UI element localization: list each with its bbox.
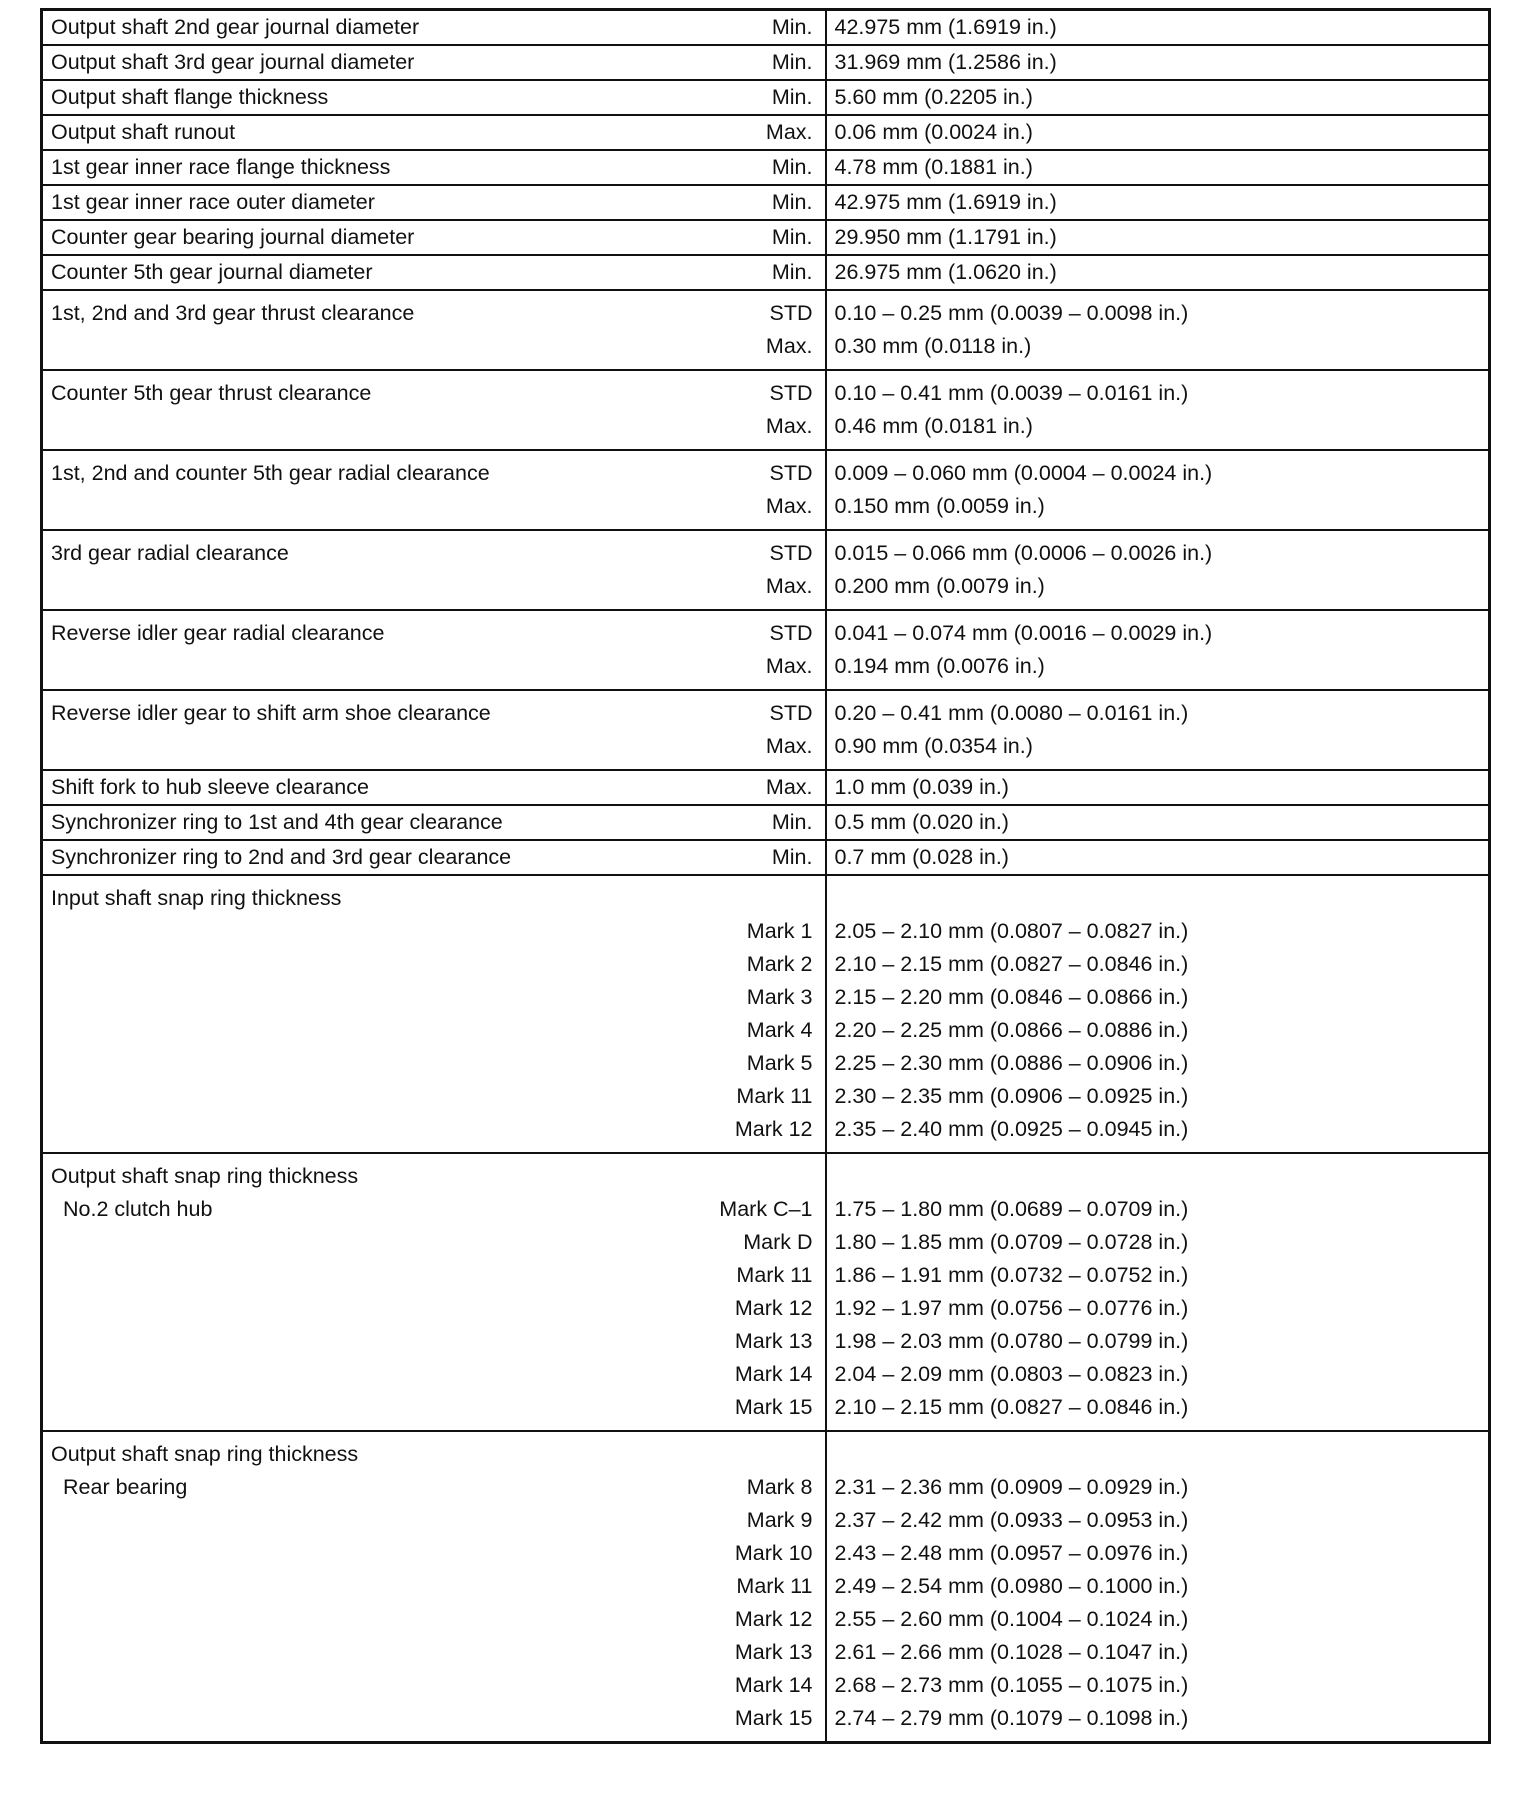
spec-label: Output shaft 3rd gear journal diameter xyxy=(51,50,415,74)
spec-item-cell xyxy=(42,450,826,530)
spec-qualifier: Max. xyxy=(765,775,813,799)
snap-ring-item-cell xyxy=(42,875,826,1153)
snap-ring-value-cell xyxy=(826,875,1490,1153)
snap-ring-mark: Mark 12 xyxy=(734,1607,813,1631)
spec-item-line xyxy=(43,570,825,603)
snap-ring-mark-line xyxy=(43,1537,825,1570)
snap-ring-mark: Mark 14 xyxy=(734,1673,813,1697)
spec-value-cell xyxy=(826,10,1490,46)
snap-ring-value-line xyxy=(827,1391,1489,1424)
spec-item-line xyxy=(43,116,825,149)
spec-value-line xyxy=(827,806,1489,839)
snap-ring-value: 2.55 – 2.60 mm (0.1004 – 0.1024 in.) xyxy=(834,1607,1189,1631)
spec-label: Output shaft flange thickness xyxy=(51,85,329,109)
spec-item-line xyxy=(43,377,825,410)
snap-ring-value: 1.80 – 1.85 mm (0.0709 – 0.0728 in.) xyxy=(834,1230,1189,1254)
spec-value: 42.975 mm (1.6919 in.) xyxy=(834,15,1057,39)
snap-ring-mark: Mark 13 xyxy=(734,1329,813,1353)
spec-row xyxy=(42,45,1490,80)
spec-qualifier: Max. xyxy=(765,494,813,518)
spec-row xyxy=(42,220,1490,255)
spec-qualifier: STD xyxy=(769,621,813,645)
spec-item-cell xyxy=(42,840,826,875)
snap-ring-value-line xyxy=(827,1471,1489,1504)
snap-ring-value-line xyxy=(827,1603,1489,1636)
snap-ring-group-row xyxy=(42,875,1490,1153)
spec-item-cell xyxy=(42,530,826,610)
spec-value: 29.950 mm (1.1791 in.) xyxy=(834,225,1057,249)
spec-value: 31.969 mm (1.2586 in.) xyxy=(834,50,1057,74)
spec-value: 1.0 mm (0.039 in.) xyxy=(834,775,1009,799)
spec-row xyxy=(42,840,1490,875)
snap-ring-mark-line xyxy=(43,1358,825,1391)
snap-ring-mark: Mark 2 xyxy=(746,952,813,976)
spec-label: Reverse idler gear radial clearance xyxy=(51,621,385,645)
spec-item-cell xyxy=(42,10,826,46)
spec-row xyxy=(42,530,1490,610)
snap-ring-mark: Mark 15 xyxy=(734,1395,813,1419)
spec-value-cell xyxy=(826,370,1490,450)
spec-row xyxy=(42,80,1490,115)
spec-value-cell xyxy=(826,530,1490,610)
spec-item-line xyxy=(43,490,825,523)
spec-value: 4.78 mm (0.1881 in.) xyxy=(834,155,1033,179)
spec-value-line xyxy=(827,537,1489,570)
snap-ring-mark-line xyxy=(43,1504,825,1537)
spec-qualifier: STD xyxy=(769,381,813,405)
spec-value-line xyxy=(827,11,1489,44)
spec-row xyxy=(42,150,1490,185)
spec-row xyxy=(42,450,1490,530)
snap-ring-mark: Mark 12 xyxy=(734,1117,813,1141)
snap-ring-mark-line xyxy=(43,1113,825,1146)
snap-ring-value-line xyxy=(827,1504,1489,1537)
snap-ring-mark-line xyxy=(43,1014,825,1047)
snap-ring-value-line xyxy=(827,1047,1489,1080)
spec-label: 1st gear inner race outer diameter xyxy=(51,190,375,214)
spec-value-line xyxy=(827,116,1489,149)
spec-value-line xyxy=(827,221,1489,254)
snap-ring-mark: Mark C–1 xyxy=(719,1197,813,1221)
spec-item-line xyxy=(43,457,825,490)
spec-value-line xyxy=(827,46,1489,79)
spec-label: Synchronizer ring to 1st and 4th gear clearance xyxy=(51,810,503,834)
snap-ring-value-line xyxy=(827,1669,1489,1702)
spec-value-line xyxy=(827,841,1489,874)
spec-value-cell xyxy=(826,610,1490,690)
snap-ring-value: 2.10 – 2.15 mm (0.0827 – 0.0846 in.) xyxy=(834,952,1189,976)
spec-label: Counter 5th gear thrust clearance xyxy=(51,381,372,405)
spec-item-line xyxy=(43,330,825,363)
snap-ring-mark-line xyxy=(43,948,825,981)
spec-qualifier: STD xyxy=(769,461,813,485)
spec-value-cell xyxy=(826,840,1490,875)
snap-ring-item-cell xyxy=(42,1431,826,1743)
snap-ring-value: 1.75 – 1.80 mm (0.0689 – 0.0709 in.) xyxy=(834,1197,1189,1221)
spec-value: 0.5 mm (0.020 in.) xyxy=(834,810,1009,834)
spec-row xyxy=(42,770,1490,805)
snap-ring-value-spacer xyxy=(827,1438,1489,1471)
spec-label: 3rd gear radial clearance xyxy=(51,541,289,565)
snap-ring-value-line xyxy=(827,1226,1489,1259)
spec-row xyxy=(42,690,1490,770)
spec-value-cell xyxy=(826,45,1490,80)
spec-label: Synchronizer ring to 2nd and 3rd gear clearance xyxy=(51,845,512,869)
snap-ring-mark-line xyxy=(43,1702,825,1735)
snap-ring-value-line xyxy=(827,948,1489,981)
snap-ring-mark-line xyxy=(43,1391,825,1424)
spec-item-line xyxy=(43,771,825,804)
snap-ring-value: 2.10 – 2.15 mm (0.0827 – 0.0846 in.) xyxy=(834,1395,1189,1419)
snap-ring-mark-line xyxy=(43,1080,825,1113)
spec-item-cell xyxy=(42,770,826,805)
snap-ring-value-cell xyxy=(826,1153,1490,1431)
snap-ring-value: 2.20 – 2.25 mm (0.0866 – 0.0886 in.) xyxy=(834,1018,1189,1042)
snap-ring-mark-line xyxy=(43,1570,825,1603)
spec-value-line xyxy=(827,771,1489,804)
spec-value-cell xyxy=(826,770,1490,805)
spec-row xyxy=(42,255,1490,290)
spec-label: Output shaft 2nd gear journal diameter xyxy=(51,15,420,39)
spec-value: 0.20 – 0.41 mm (0.0080 – 0.0161 in.) xyxy=(834,701,1189,725)
spec-item-cell xyxy=(42,805,826,840)
spec-value: 0.150 mm (0.0059 in.) xyxy=(834,494,1045,518)
snap-ring-sublabel: Rear bearing xyxy=(63,1475,188,1499)
snap-ring-value-line xyxy=(827,1570,1489,1603)
snap-ring-value: 2.25 – 2.30 mm (0.0886 – 0.0906 in.) xyxy=(834,1051,1189,1075)
snap-ring-title: Output shaft snap ring thickness xyxy=(51,1164,359,1188)
snap-ring-value: 2.30 – 2.35 mm (0.0906 – 0.0925 in.) xyxy=(834,1084,1189,1108)
spec-value-cell xyxy=(826,80,1490,115)
spec-item-line xyxy=(43,806,825,839)
snap-ring-mark-line xyxy=(43,1603,825,1636)
snap-ring-group-row xyxy=(42,1431,1490,1743)
spec-value-line xyxy=(827,377,1489,410)
spec-qualifier: STD xyxy=(769,541,813,565)
spec-qualifier: Max. xyxy=(765,120,813,144)
spec-qualifier: Min. xyxy=(771,50,813,74)
snap-ring-value-line xyxy=(827,1080,1489,1113)
spec-qualifier: Min. xyxy=(771,810,813,834)
spec-qualifier: STD xyxy=(769,701,813,725)
spec-value-line xyxy=(827,650,1489,683)
snap-ring-value: 2.68 – 2.73 mm (0.1055 – 0.1075 in.) xyxy=(834,1673,1189,1697)
spec-value-cell xyxy=(826,150,1490,185)
spec-value-cell xyxy=(826,115,1490,150)
spec-row xyxy=(42,370,1490,450)
snap-ring-mark-line xyxy=(43,1226,825,1259)
snap-ring-mark: Mark 12 xyxy=(734,1296,813,1320)
spec-value: 0.015 – 0.066 mm (0.0006 – 0.0026 in.) xyxy=(834,541,1213,565)
snap-ring-title-line xyxy=(43,882,825,915)
snap-ring-mark-line xyxy=(43,1047,825,1080)
spec-item-line xyxy=(43,841,825,874)
snap-ring-value-spacer xyxy=(827,1160,1489,1193)
snap-ring-mark-line xyxy=(43,1292,825,1325)
spec-value-line xyxy=(827,330,1489,363)
spec-value-line xyxy=(827,570,1489,603)
snap-ring-value: 1.92 – 1.97 mm (0.0756 – 0.0776 in.) xyxy=(834,1296,1189,1320)
snap-ring-value: 1.98 – 2.03 mm (0.0780 – 0.0799 in.) xyxy=(834,1329,1189,1353)
snap-ring-mark: Mark 5 xyxy=(746,1051,813,1075)
spec-value-cell xyxy=(826,185,1490,220)
spec-item-line xyxy=(43,186,825,219)
spec-value-cell xyxy=(826,690,1490,770)
spec-qualifier: Min. xyxy=(771,155,813,179)
snap-ring-mark-line xyxy=(43,981,825,1014)
spec-qualifier: Max. xyxy=(765,734,813,758)
spec-value-line xyxy=(827,256,1489,289)
snap-ring-title: Input shaft snap ring thickness xyxy=(51,886,342,910)
spec-qualifier: Min. xyxy=(771,845,813,869)
snap-ring-value-line xyxy=(827,1113,1489,1146)
spec-value-line xyxy=(827,151,1489,184)
spec-item-line xyxy=(43,221,825,254)
snap-ring-mark-line xyxy=(43,1325,825,1358)
snap-ring-value-line xyxy=(827,1702,1489,1735)
spec-qualifier: Min. xyxy=(771,85,813,109)
snap-ring-mark-line xyxy=(43,1636,825,1669)
snap-ring-value: 2.43 – 2.48 mm (0.0957 – 0.0976 in.) xyxy=(834,1541,1189,1565)
snap-ring-value-line xyxy=(827,1292,1489,1325)
snap-ring-value-line xyxy=(827,981,1489,1014)
spec-value: 0.46 mm (0.0181 in.) xyxy=(834,414,1033,438)
spec-table xyxy=(40,8,1491,1744)
spec-value-line xyxy=(827,410,1489,443)
spec-item-cell xyxy=(42,150,826,185)
spec-value-line xyxy=(827,490,1489,523)
snap-ring-value-line xyxy=(827,1193,1489,1226)
spec-label: 1st, 2nd and 3rd gear thrust clearance xyxy=(51,301,415,325)
snap-ring-mark: Mark 1 xyxy=(746,919,813,943)
snap-ring-title: Output shaft snap ring thickness xyxy=(51,1442,359,1466)
spec-row xyxy=(42,805,1490,840)
spec-label: Output shaft runout xyxy=(51,120,236,144)
spec-item-cell xyxy=(42,690,826,770)
spec-value: 0.90 mm (0.0354 in.) xyxy=(834,734,1033,758)
spec-label: Shift fork to hub sleeve clearance xyxy=(51,775,369,799)
snap-ring-value: 1.86 – 1.91 mm (0.0732 – 0.0752 in.) xyxy=(834,1263,1189,1287)
spec-item-line xyxy=(43,617,825,650)
spec-value: 26.975 mm (1.0620 in.) xyxy=(834,260,1057,284)
spec-value: 0.30 mm (0.0118 in.) xyxy=(834,334,1032,358)
spec-qualifier: Min. xyxy=(771,15,813,39)
spec-value-line xyxy=(827,617,1489,650)
spec-item-line xyxy=(43,410,825,443)
spec-qualifier: Max. xyxy=(765,574,813,598)
snap-ring-mark-line xyxy=(43,1471,825,1504)
spec-value: 0.009 – 0.060 mm (0.0004 – 0.0024 in.) xyxy=(834,461,1213,485)
snap-ring-value: 2.31 – 2.36 mm (0.0909 – 0.0929 in.) xyxy=(834,1475,1189,1499)
spec-value: 0.041 – 0.074 mm (0.0016 – 0.0029 in.) xyxy=(834,621,1213,645)
spec-item-cell xyxy=(42,610,826,690)
spec-item-line xyxy=(43,151,825,184)
snap-ring-mark: Mark D xyxy=(743,1230,813,1254)
snap-ring-mark: Mark 13 xyxy=(734,1640,813,1664)
spec-label: 1st gear inner race flange thickness xyxy=(51,155,391,179)
snap-ring-sublabel: No.2 clutch hub xyxy=(63,1197,213,1221)
snap-ring-mark: Mark 8 xyxy=(746,1475,813,1499)
snap-ring-mark: Mark 11 xyxy=(736,1084,813,1108)
snap-ring-value-line xyxy=(827,1537,1489,1570)
snap-ring-mark: Mark 10 xyxy=(734,1541,813,1565)
spec-value-line xyxy=(827,697,1489,730)
snap-ring-value: 2.61 – 2.66 mm (0.1028 – 0.1047 in.) xyxy=(834,1640,1189,1664)
snap-ring-value: 2.15 – 2.20 mm (0.0846 – 0.0866 in.) xyxy=(834,985,1189,1009)
spec-item-cell xyxy=(42,290,826,370)
spec-item-line xyxy=(43,697,825,730)
spec-value: 0.10 – 0.41 mm (0.0039 – 0.0161 in.) xyxy=(834,381,1189,405)
spec-item-cell xyxy=(42,45,826,80)
spec-label: 1st, 2nd and counter 5th gear radial clearance xyxy=(51,461,490,485)
spec-value-line xyxy=(827,81,1489,114)
spec-value-line xyxy=(827,186,1489,219)
spec-qualifier: Min. xyxy=(771,260,813,284)
snap-ring-value-cell xyxy=(826,1431,1490,1743)
spec-value: 0.194 mm (0.0076 in.) xyxy=(834,654,1045,678)
snap-ring-mark: Mark 15 xyxy=(734,1706,813,1730)
snap-ring-value-spacer xyxy=(827,882,1489,915)
spec-qualifier: Min. xyxy=(771,225,813,249)
spec-qualifier: Min. xyxy=(771,190,813,214)
spec-row xyxy=(42,290,1490,370)
snap-ring-value: 2.04 – 2.09 mm (0.0803 – 0.0823 in.) xyxy=(834,1362,1189,1386)
spec-table-body xyxy=(42,10,1490,1743)
spec-value: 0.7 mm (0.028 in.) xyxy=(834,845,1009,869)
spec-value-cell xyxy=(826,220,1490,255)
spec-item-cell xyxy=(42,220,826,255)
spec-value: 0.10 – 0.25 mm (0.0039 – 0.0098 in.) xyxy=(834,301,1189,325)
spec-value-cell xyxy=(826,255,1490,290)
spec-qualifier: Max. xyxy=(765,654,813,678)
spec-label: Counter gear bearing journal diameter xyxy=(51,225,415,249)
spec-value-line xyxy=(827,730,1489,763)
snap-ring-value-line xyxy=(827,1259,1489,1292)
spec-item-cell xyxy=(42,80,826,115)
spec-item-cell xyxy=(42,255,826,290)
spec-value: 0.200 mm (0.0079 in.) xyxy=(834,574,1045,598)
snap-ring-mark: Mark 11 xyxy=(736,1574,813,1598)
snap-ring-value: 2.05 – 2.10 mm (0.0807 – 0.0827 in.) xyxy=(834,919,1189,943)
snap-ring-title-line xyxy=(43,1438,825,1471)
spec-item-cell xyxy=(42,115,826,150)
spec-value-cell xyxy=(826,805,1490,840)
snap-ring-mark: Mark 4 xyxy=(746,1018,813,1042)
spec-item-line xyxy=(43,537,825,570)
spec-value: 0.06 mm (0.0024 in.) xyxy=(834,120,1033,144)
spec-qualifier: Max. xyxy=(765,334,813,358)
snap-ring-value: 2.37 – 2.42 mm (0.0933 – 0.0953 in.) xyxy=(834,1508,1189,1532)
spec-row xyxy=(42,10,1490,46)
spec-item-line xyxy=(43,81,825,114)
snap-ring-item-cell xyxy=(42,1153,826,1431)
snap-ring-mark: Mark 3 xyxy=(746,985,813,1009)
spec-item-line xyxy=(43,650,825,683)
spec-item-cell xyxy=(42,370,826,450)
spec-label: Reverse idler gear to shift arm shoe clearance xyxy=(51,701,491,725)
spec-row xyxy=(42,610,1490,690)
spec-item-line xyxy=(43,46,825,79)
snap-ring-mark: Mark 9 xyxy=(746,1508,813,1532)
spec-value: 5.60 mm (0.2205 in.) xyxy=(834,85,1033,109)
snap-ring-value: 2.49 – 2.54 mm (0.0980 – 0.1000 in.) xyxy=(834,1574,1189,1598)
snap-ring-mark-line xyxy=(43,1193,825,1226)
snap-ring-mark-line xyxy=(43,1259,825,1292)
spec-qualifier: Max. xyxy=(765,414,813,438)
snap-ring-title-line xyxy=(43,1160,825,1193)
spec-item-line xyxy=(43,11,825,44)
snap-ring-group-row xyxy=(42,1153,1490,1431)
snap-ring-value: 2.35 – 2.40 mm (0.0925 – 0.0945 in.) xyxy=(834,1117,1189,1141)
snap-ring-mark-line xyxy=(43,915,825,948)
spec-value-line xyxy=(827,457,1489,490)
spec-item-line xyxy=(43,256,825,289)
snap-ring-value-line xyxy=(827,1325,1489,1358)
snap-ring-mark: Mark 11 xyxy=(736,1263,813,1287)
spec-item-cell xyxy=(42,185,826,220)
spec-row xyxy=(42,115,1490,150)
spec-value-cell xyxy=(826,290,1490,370)
spec-row xyxy=(42,185,1490,220)
spec-value-line xyxy=(827,297,1489,330)
snap-ring-value-line xyxy=(827,1014,1489,1047)
spec-value-cell xyxy=(826,450,1490,530)
spec-value: 42.975 mm (1.6919 in.) xyxy=(834,190,1057,214)
spec-item-line xyxy=(43,730,825,763)
snap-ring-value-line xyxy=(827,1358,1489,1391)
snap-ring-mark-line xyxy=(43,1669,825,1702)
spec-qualifier: STD xyxy=(769,301,813,325)
snap-ring-value-line xyxy=(827,915,1489,948)
snap-ring-mark: Mark 14 xyxy=(734,1362,813,1386)
snap-ring-value-line xyxy=(827,1636,1489,1669)
spec-item-line xyxy=(43,297,825,330)
spec-label: Counter 5th gear journal diameter xyxy=(51,260,373,284)
snap-ring-value: 2.74 – 2.79 mm (0.1079 – 0.1098 in.) xyxy=(834,1706,1189,1730)
